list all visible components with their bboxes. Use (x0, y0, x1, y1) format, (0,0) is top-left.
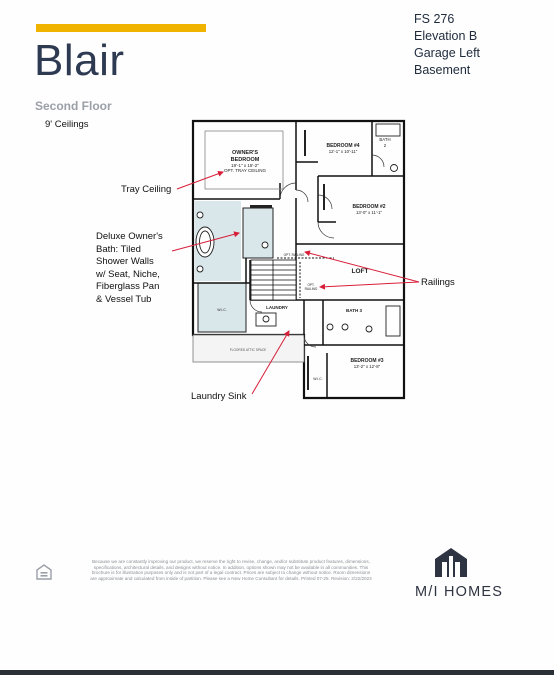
owners-dims: 19'-1" x 15'-2" (231, 163, 259, 168)
bed3-dims: 13'-2" x 12'-8" (353, 364, 381, 369)
bath2-label: BATH (379, 137, 391, 142)
bottom-band (0, 670, 554, 675)
laundry-label: LAUNDRY (266, 305, 288, 310)
callout-bath-line: Shower Walls (96, 256, 154, 267)
owners-note: OPT. TRAY CEILING (223, 168, 267, 173)
ceiling-height: 9' Ceilings (45, 119, 89, 130)
opt-railing3-label: RAILING (304, 287, 318, 291)
bed2-label: BEDROOM #2 (352, 204, 386, 210)
attic-label: FLOORED ATTIC SPACE (229, 348, 267, 352)
callout-bath-line: w/ Seat, Niche, (96, 268, 160, 280)
info-line: Basement (414, 63, 471, 77)
disclaimer: Because we are constantly improving our product, we reserve the right to revise, change, and/or substitute product features, dimensions, specifications, architectural details, and designs without notice. In addition, options shown may not be available in all communities. This brochure is for illustration purposes only and is not part of a legal contract. Prices are subject to change without notice. Room dimensions are approximate and calculated from inside of partition. Please see a New Home Consultant for details. Printed 07-25. Revision: 2/22/2023 (90, 559, 372, 581)
equal-housing-icon (35, 563, 53, 581)
opt-railing2-label: OPT. (307, 283, 315, 287)
callout-bath-line: Fiberglass Pan (96, 281, 160, 292)
callout-bath-line: Bath: Tiled (96, 243, 141, 255)
info-line: Garage Left (414, 46, 481, 60)
shower (243, 208, 273, 258)
stairs (251, 260, 296, 300)
mi-homes-logo-icon (433, 546, 469, 578)
bath3-label: BATH 3 (346, 308, 362, 313)
bed4-dims: 12'-1" x 10'-11" (328, 149, 358, 154)
info-line: FS 276 (414, 12, 455, 26)
bed2-dims: 13'-0" x 11'-1" (355, 210, 383, 215)
opt-railing-label: OPT. RAILING (283, 253, 305, 257)
wic2-label: W.I.C. (313, 377, 323, 381)
callout-bath-line: & Vessel Tub (96, 293, 152, 305)
bed4-label: BEDROOM #4 (326, 143, 360, 149)
callout-railings: Railings (421, 277, 455, 288)
plan-title: Blair (34, 36, 125, 85)
owners-title: OWNER'S (231, 150, 259, 156)
callout-bath-line: Deluxe Owner's (96, 231, 163, 242)
floor-label: Second Floor (35, 99, 112, 113)
bath2-num: 2 (383, 143, 387, 148)
callout-owners-bath (96, 231, 163, 306)
loft-label: LOFT (351, 268, 369, 275)
brand-name: M/I HOMES (415, 584, 504, 600)
callout-tray-ceiling: Tray Ceiling (121, 184, 172, 195)
bed3-label: BEDROOM #3 (350, 358, 384, 364)
callout-laundry-sink: Laundry Sink (191, 391, 247, 402)
wic1-label: W.I.C. (217, 308, 227, 312)
owners-title2: BEDROOM (230, 157, 260, 163)
info-line: Elevation B (414, 29, 478, 43)
